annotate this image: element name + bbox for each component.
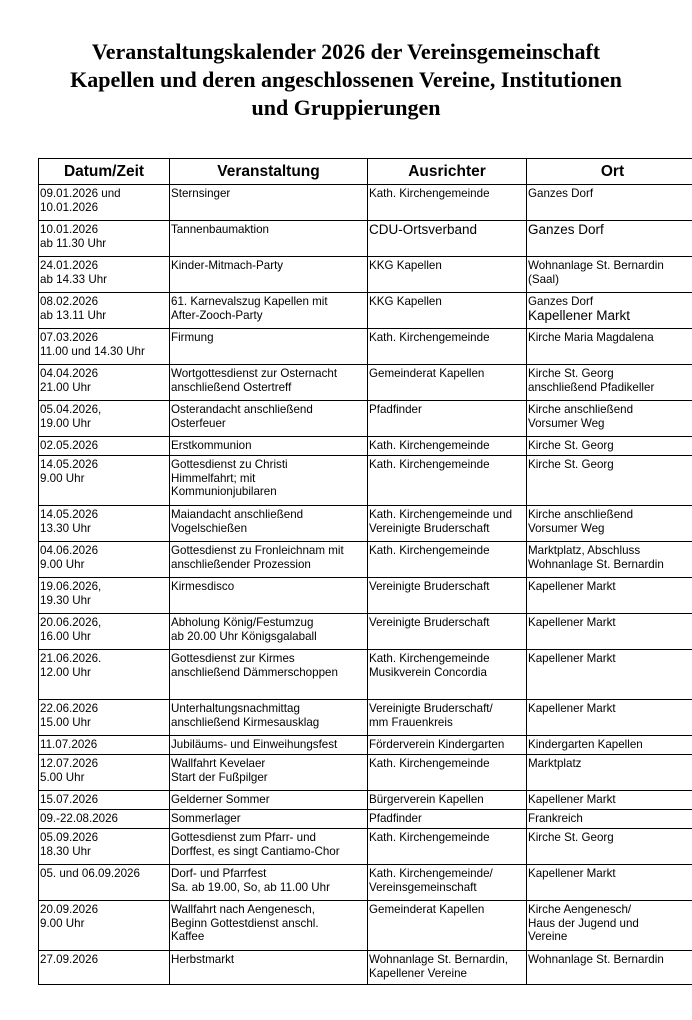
cell-line: Gelderner Sommer	[171, 793, 270, 806]
table-cell-place	[527, 437, 692, 456]
cell-line: Kirche Aengenesch/	[528, 903, 632, 916]
cell-line: 18.30 Uhr	[40, 844, 91, 858]
table-cell-event	[170, 791, 368, 810]
cell-line: mm Frauenkreis	[369, 715, 453, 729]
table-cell-host	[368, 791, 527, 810]
cell-line: 19.30 Uhr	[40, 593, 91, 607]
cell-line: Sternsinger	[171, 187, 231, 200]
title-line: und Gruppierungen	[251, 95, 441, 120]
table-cell-place	[527, 365, 692, 401]
cell-line: 9.00 Uhr	[40, 557, 85, 571]
cell-line: 11.00 und 14.30 Uhr	[40, 344, 145, 358]
table-row	[39, 865, 692, 901]
cell-line: KKG Kapellen	[369, 295, 442, 308]
cell-line: Gottesdienst zur Kirmes	[171, 652, 295, 665]
table-cell-date	[39, 755, 170, 791]
table-cell-place	[527, 736, 692, 755]
table-cell-date	[39, 951, 170, 985]
table-cell-event	[170, 221, 368, 257]
cell-line: 07.03.2026	[40, 331, 99, 344]
cell-line: Kirche Maria Magdalena	[528, 331, 654, 344]
cell-line: Kommunionjubilaren	[171, 485, 277, 499]
cell-line: Kirche anschließend	[528, 403, 634, 416]
table-cell-date	[39, 365, 170, 401]
cell-line: Musikverein Concordia	[369, 665, 487, 679]
cell-line: 10.01.2026	[40, 223, 99, 236]
cell-line: Kath. Kirchengemeinde	[369, 331, 490, 344]
cell-line: Vereinigte Bruderschaft	[369, 580, 490, 593]
cell-line: Abholung König/Festumzug	[171, 616, 314, 629]
cell-line: Kath. Kirchengemeinde	[369, 544, 490, 557]
table-cell-event	[170, 736, 368, 755]
table-row	[39, 185, 692, 221]
header-event: Veranstaltung	[170, 159, 368, 185]
table-cell-date	[39, 185, 170, 221]
cell-line: Unterhaltungsnachmittag	[171, 702, 300, 715]
table-cell-place	[527, 614, 692, 650]
cell-line: 19.00 Uhr	[40, 416, 91, 430]
table-cell-place	[527, 829, 692, 865]
table-row	[39, 614, 692, 650]
cell-line: Ganzes Dorf	[528, 187, 594, 200]
table-cell-host	[368, 829, 527, 865]
cell-line: 12.07.2026	[40, 757, 99, 770]
cell-line: Kath. Kirchengemeinde	[369, 652, 490, 665]
table-cell-host	[368, 329, 527, 365]
cell-line: Osterandacht anschließend	[171, 403, 313, 416]
cell-line: Kapellener Markt	[528, 793, 616, 806]
cell-line: 24.01.2026	[40, 259, 99, 272]
table-cell-place	[527, 542, 692, 578]
table-cell-event	[170, 755, 368, 791]
cell-line: After-Zooch-Party	[171, 308, 263, 322]
table-cell-place	[527, 951, 692, 985]
table-cell-date	[39, 578, 170, 614]
cell-line: Tannenbaumaktion	[171, 223, 269, 236]
cell-line: Himmelfahrt; mit	[171, 471, 256, 485]
table-cell-date	[39, 901, 170, 951]
table-header-row	[39, 159, 692, 185]
table-cell-place	[527, 506, 692, 542]
cell-line: 61. Karnevalszug Kapellen mit	[171, 295, 328, 308]
table-row	[39, 456, 692, 506]
table-row	[39, 257, 692, 293]
cell-line: Kaffee	[171, 930, 205, 944]
table-cell-place	[527, 810, 692, 829]
cell-line: Vorsumer Weg	[528, 416, 605, 430]
table-cell-place	[527, 791, 692, 810]
table-row	[39, 755, 692, 791]
header-place: Ort	[527, 159, 692, 185]
cell-line: Wortgottesdienst zur Osternacht	[171, 367, 338, 380]
cell-line: Pfadfinder	[369, 403, 422, 416]
cell-line: Kath. Kirchengemeinde	[369, 439, 490, 452]
table-cell-host	[368, 257, 527, 293]
table-cell-place	[527, 401, 692, 437]
cell-line: 19.06.2026,	[40, 580, 102, 593]
cell-line: Vorsumer Weg	[528, 521, 605, 535]
cell-line: Wohnanlage St. Bernardin,	[369, 953, 509, 966]
cell-line: Wohnanlage St. Bernardin	[528, 259, 664, 272]
table-cell-event	[170, 365, 368, 401]
cell-line: Kath. Kirchengemeinde	[369, 831, 490, 844]
cell-line: Wohnanlage St. Bernardin	[528, 953, 664, 966]
page-title	[0, 38, 692, 122]
table-cell-host	[368, 810, 527, 829]
cell-line: Beginn Gottestdienst anschl.	[171, 916, 319, 930]
cell-line: anschließend Pfadikeller	[528, 380, 655, 394]
cell-line: Kirche anschließend	[528, 508, 634, 521]
cell-line: 14.05.2026	[40, 508, 99, 521]
cell-line: 11.07.2026	[40, 738, 98, 751]
table-row	[39, 401, 692, 437]
table-row	[39, 293, 692, 329]
cell-line: 13.30 Uhr	[40, 521, 91, 535]
cell-line: 14.05.2026	[40, 458, 99, 471]
cell-line: (Saal)	[528, 272, 559, 286]
table-cell-event	[170, 185, 368, 221]
table-cell-place	[527, 221, 692, 257]
table-cell-event	[170, 810, 368, 829]
table-row	[39, 329, 692, 365]
table-cell-host	[368, 185, 527, 221]
table-cell-date	[39, 829, 170, 865]
table-cell-event	[170, 506, 368, 542]
cell-line: Sa. ab 19.00, So, ab 11.00 Uhr	[171, 880, 330, 894]
table-row	[39, 736, 692, 755]
table-row	[39, 810, 692, 829]
table-cell-host	[368, 614, 527, 650]
title-line: Kapellen und deren angeschlossenen Vereine, Institutionen	[70, 67, 622, 92]
cell-line: Ganzes Dorf	[528, 295, 594, 308]
cell-line: 22.06.2026	[40, 702, 99, 715]
cell-line: 15.00 Uhr	[40, 715, 91, 729]
cell-line: 04.06.2026	[40, 544, 99, 557]
cell-line: 09.01.2026 und	[40, 187, 121, 200]
table-row	[39, 365, 692, 401]
cell-line: Vereinsgemeinschaft	[369, 880, 477, 894]
title-line: Veranstaltungskalender 2026 der Vereinsgemeinschaft	[91, 39, 601, 64]
cell-line: 12.00 Uhr	[40, 665, 91, 679]
cell-line: 21.00 Uhr	[40, 380, 91, 394]
cell-line: Herbstmarkt	[171, 953, 235, 966]
cell-line: anschließend Dämmerschoppen	[171, 665, 338, 679]
cell-line: Bürgerverein Kapellen	[369, 793, 484, 806]
cell-line: Wallfahrt nach Aengenesch,	[171, 903, 315, 916]
cell-line: Marktplatz	[528, 757, 582, 770]
table-row	[39, 542, 692, 578]
cell-line: Kindergarten Kapellen	[528, 738, 643, 751]
table-cell-event	[170, 542, 368, 578]
cell-line: Firmung	[171, 331, 214, 344]
table-row	[39, 951, 692, 985]
table-cell-date	[39, 257, 170, 293]
table-cell-place	[527, 456, 692, 506]
cell-line: Dorffest, es singt Cantiamo-Chor	[171, 844, 340, 858]
cell-line: ab 13.11 Uhr	[40, 308, 107, 322]
table-cell-host	[368, 456, 527, 506]
table-cell-date	[39, 865, 170, 901]
table-cell-event	[170, 257, 368, 293]
table-cell-event	[170, 951, 368, 985]
table-cell-host	[368, 437, 527, 456]
table-cell-host	[368, 221, 527, 257]
table-row	[39, 650, 692, 700]
table-cell-event	[170, 456, 368, 506]
table-cell-host	[368, 578, 527, 614]
table-cell-date	[39, 293, 170, 329]
cell-line: Start der Fußpilger	[171, 770, 268, 784]
table-cell-host	[368, 365, 527, 401]
cell-line: ab 11.30 Uhr	[40, 236, 107, 250]
cell-line: Gemeinderat Kapellen	[369, 367, 485, 380]
cell-line: Kirmesdisco	[171, 580, 235, 593]
cell-line: Erstkommunion	[171, 439, 252, 452]
table-cell-host	[368, 542, 527, 578]
cell-line: Jubiläums- und Einweihungsfest	[171, 738, 338, 751]
cell-line: Vereinigte Bruderschaft/	[369, 702, 493, 715]
cell-line: anschließend Kirmesausklag	[171, 715, 320, 729]
table-row	[39, 901, 692, 951]
cell-line: Kirche St. Georg	[528, 831, 614, 844]
cell-line: Kinder-Mitmach-Party	[171, 259, 284, 272]
table-cell-host	[368, 755, 527, 791]
cell-line: 20.09.2026	[40, 903, 99, 916]
cell-line: Haus der Jugend und	[528, 916, 639, 930]
cell-line: 05. und 06.09.2026	[40, 867, 140, 880]
table-cell-host	[368, 901, 527, 951]
table-cell-place	[527, 700, 692, 736]
cell-line: Kath. Kirchengemeinde	[369, 458, 490, 471]
table-cell-date	[39, 614, 170, 650]
table-row	[39, 829, 692, 865]
table-cell-date	[39, 329, 170, 365]
header-date: Datum/Zeit	[39, 159, 170, 185]
table-cell-host	[368, 506, 527, 542]
cell-line: ab 14.33 Uhr	[40, 272, 108, 286]
cell-line: Vereinigte Bruderschaft	[369, 521, 490, 535]
cell-line: Vereinigte Bruderschaft	[369, 616, 490, 629]
table-cell-date	[39, 791, 170, 810]
cell-line: 20.06.2026,	[40, 616, 102, 629]
table-cell-date	[39, 650, 170, 700]
cell-line: 27.09.2026	[40, 953, 99, 966]
cell-line: KKG Kapellen	[369, 259, 442, 272]
table-cell-date	[39, 506, 170, 542]
table-cell-event	[170, 650, 368, 700]
table-cell-host	[368, 293, 527, 329]
cell-line: Marktplatz, Abschluss	[528, 544, 641, 557]
cell-line: Osterfeuer	[171, 416, 226, 430]
cell-line: CDU-Ortsverband	[369, 222, 478, 237]
cell-line: Kapellener Markt	[528, 867, 616, 880]
table-row	[39, 506, 692, 542]
table-cell-event	[170, 293, 368, 329]
cell-line: Kapellener Vereine	[369, 966, 467, 980]
cell-line: Förderverein Kindergarten	[369, 738, 505, 751]
cell-line: Kath. Kirchengemeinde	[369, 187, 490, 200]
cell-line: Kirche St. Georg	[528, 439, 614, 452]
cell-line: Gottesdienst zu Fronleichnam mit	[171, 544, 344, 557]
cell-line: 21.06.2026.	[40, 652, 102, 665]
header-host: Ausrichter	[368, 159, 527, 185]
cell-line: Ganzes Dorf	[528, 222, 604, 237]
cell-line: Kapellener Markt	[528, 307, 631, 323]
cell-line: Vereine	[528, 930, 568, 944]
table-cell-host	[368, 401, 527, 437]
cell-line: anschließend Ostertreff	[171, 380, 292, 394]
cell-line: Sommerlager	[171, 812, 241, 825]
table-cell-date	[39, 437, 170, 456]
table-body	[39, 185, 692, 985]
table-cell-place	[527, 257, 692, 293]
cell-line: Wallfahrt Kevelaer	[171, 757, 266, 770]
table-cell-event	[170, 329, 368, 365]
cell-line: 5.00 Uhr	[40, 770, 85, 784]
cell-line: Gemeinderat Kapellen	[369, 903, 485, 916]
table-cell-host	[368, 865, 527, 901]
table-cell-place	[527, 755, 692, 791]
cell-line: ab 20.00 Uhr Königsgalaball	[171, 629, 317, 643]
cell-line: Gottesdienst zum Pfarr- und	[171, 831, 316, 844]
table-cell-host	[368, 951, 527, 985]
table-cell-event	[170, 401, 368, 437]
table-cell-date	[39, 700, 170, 736]
cell-line: Kirche St. Georg	[528, 367, 614, 380]
cell-line: 10.01.2026	[40, 200, 99, 214]
cell-line: 08.02.2026	[40, 295, 99, 308]
cell-line: 05.04.2026,	[40, 403, 102, 416]
table-cell-place	[527, 293, 692, 329]
table-cell-event	[170, 829, 368, 865]
table-cell-event	[170, 865, 368, 901]
table-cell-date	[39, 456, 170, 506]
cell-line: Kath. Kirchengemeinde	[369, 757, 490, 770]
table-cell-event	[170, 901, 368, 951]
table-cell-place	[527, 865, 692, 901]
table-cell-date	[39, 221, 170, 257]
table-row	[39, 700, 692, 736]
cell-line: Kapellener Markt	[528, 616, 616, 629]
cell-line: 04.04.2026	[40, 367, 99, 380]
table-row	[39, 437, 692, 456]
table-cell-date	[39, 736, 170, 755]
table-row	[39, 578, 692, 614]
table-cell-place	[527, 901, 692, 951]
table-cell-event	[170, 614, 368, 650]
cell-line: 9.00 Uhr	[40, 471, 85, 485]
table-cell-place	[527, 329, 692, 365]
cell-line: Gottesdienst zu Christi	[171, 458, 288, 471]
event-calendar-table	[38, 158, 692, 985]
table-cell-event	[170, 578, 368, 614]
cell-line: Kapellener Markt	[528, 580, 616, 593]
cell-line: 16.00 Uhr	[40, 629, 91, 643]
cell-line: Maiandacht anschließend	[171, 508, 304, 521]
cell-line: Kath. Kirchengemeinde und	[369, 508, 513, 521]
cell-line: Kath. Kirchengemeinde/	[369, 867, 493, 880]
cell-line: Kapellener Markt	[528, 652, 616, 665]
cell-line: Pfadfinder	[369, 812, 422, 825]
cell-line: Vogelschießen	[171, 521, 248, 535]
table-cell-place	[527, 650, 692, 700]
cell-line: 02.05.2026	[40, 439, 99, 452]
table-cell-date	[39, 542, 170, 578]
table-cell-place	[527, 578, 692, 614]
table-cell-place	[527, 185, 692, 221]
table-cell-host	[368, 700, 527, 736]
table-cell-event	[170, 700, 368, 736]
cell-line: Wohnanlage St. Bernardin	[528, 557, 664, 571]
table-cell-event	[170, 437, 368, 456]
table-row	[39, 221, 692, 257]
cell-line: 09.-22.08.2026	[40, 812, 119, 825]
table-cell-host	[368, 736, 527, 755]
cell-line: 15.07.2026	[40, 793, 99, 806]
cell-line: Dorf- und Pfarrfest	[171, 867, 267, 880]
cell-line: 9.00 Uhr	[40, 916, 85, 930]
cell-line: Kapellener Markt	[528, 702, 616, 715]
cell-line: anschließender Prozession	[171, 557, 311, 571]
cell-line: 05.09.2026	[40, 831, 99, 844]
table-row	[39, 791, 692, 810]
table-cell-date	[39, 401, 170, 437]
table-cell-host	[368, 650, 527, 700]
cell-line: Frankreich	[528, 812, 583, 825]
table-cell-date	[39, 810, 170, 829]
cell-line: Kirche St. Georg	[528, 458, 614, 471]
